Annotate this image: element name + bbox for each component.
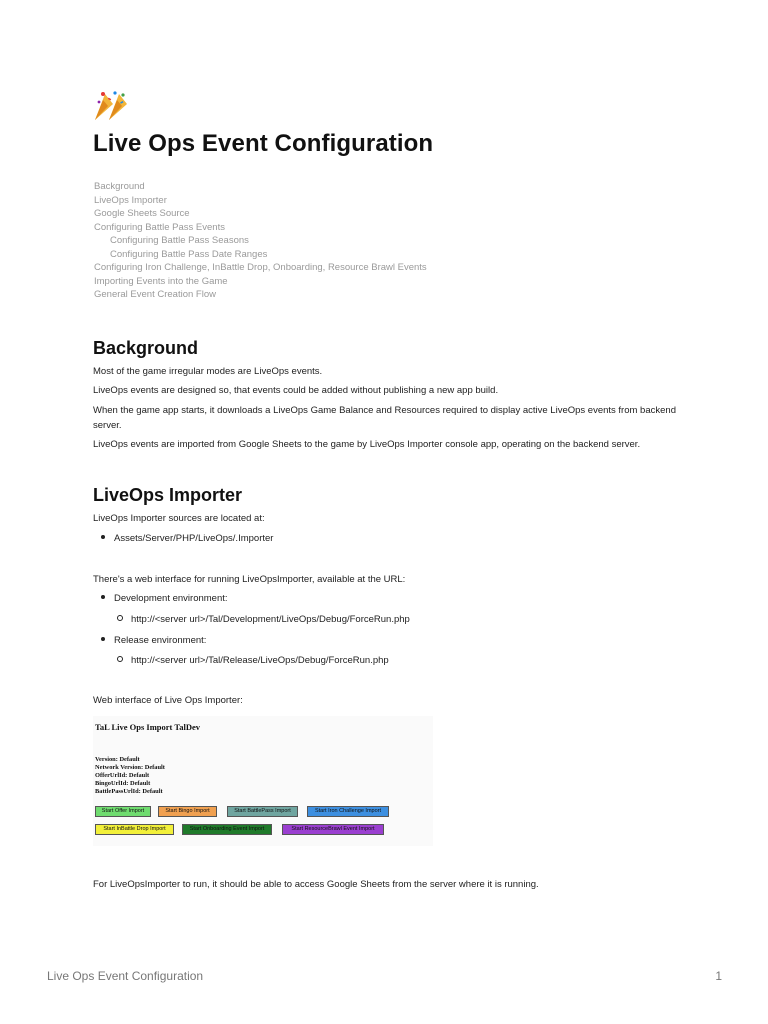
start-battlepass-import-button[interactable]: Start BattlePass Import: [227, 806, 298, 817]
toc-link-iron-challenge-events[interactable]: Configuring Iron Challenge, InBattle Drop, Onboarding, Resource Brawl Events: [94, 262, 427, 273]
web-interface-caption: Web interface of Live Ops Importer:: [93, 695, 243, 706]
start-resourcebrawl-event-import-button[interactable]: Start ResourceBrawl Event Import: [282, 824, 384, 835]
sources-path: Assets/Server/PHP/LiveOps/.Importer: [114, 533, 274, 544]
web-interface-intro: There's a web interface for running LiveOpsImporter, available at the URL:: [93, 574, 406, 585]
toc-link-general-event-flow[interactable]: General Event Creation Flow: [94, 289, 216, 300]
toc-link-battle-pass-seasons[interactable]: Configuring Battle Pass Seasons: [110, 235, 249, 246]
bullet-icon: [101, 595, 105, 599]
sub-bullet-icon: [117, 615, 123, 621]
list-item: [117, 654, 389, 668]
sub-bullet-icon: [117, 656, 123, 662]
bullet-icon: [101, 637, 105, 641]
dev-environment-label: Development environment:: [114, 593, 228, 604]
list-item: [101, 634, 206, 648]
start-bingo-import-button[interactable]: Start Bingo Import: [158, 806, 217, 817]
footer-document-title: Live Ops Event Configuration: [47, 969, 204, 983]
screenshot-info: [95, 756, 165, 796]
background-heading: Background: [93, 338, 199, 358]
list-item: [101, 592, 228, 606]
access-note: For LiveOpsImporter to run, it should be able to access Google Sheets from the server where it is running.: [93, 879, 539, 890]
release-environment-label: Release environment:: [114, 635, 207, 646]
table-of-contents: [94, 180, 427, 302]
background-paragraph-4: LiveOps events are imported from Google Sheets to the game by LiveOps Importer console app, operating on the backend server.: [93, 439, 641, 450]
start-iron-challenge-import-button[interactable]: Start Iron Challenge Import: [307, 806, 389, 817]
dev-environment-url: http://<server url>/Tal/Development/LiveOps/Debug/ForceRun.php: [131, 614, 410, 625]
background-paragraph-1: Most of the game irregular modes are LiveOps events.: [93, 366, 323, 377]
list-item: [101, 532, 273, 546]
offer-url-line: OfferUrlId: Default: [95, 772, 150, 779]
network-version-line: Network Version: Default: [95, 764, 165, 771]
sources-intro: LiveOps Importer sources are located at:: [93, 513, 265, 524]
bingo-url-line: BingoUrlId: Default: [95, 780, 151, 787]
toc-link-battle-pass-events[interactable]: Configuring Battle Pass Events: [94, 221, 225, 233]
start-inbattle-drop-import-button[interactable]: Start InBattle Drop Import: [95, 824, 174, 835]
start-offer-import-button[interactable]: Start Offer Import: [95, 806, 151, 817]
battlepass-url-line: BattlePassUrlId: Default: [95, 788, 163, 795]
toc-link-importing-events[interactable]: Importing Events into the Game: [94, 275, 228, 287]
party-icon: [93, 90, 129, 124]
toc-link-battle-pass-date-ranges[interactable]: Configuring Battle Pass Date Ranges: [110, 248, 268, 260]
liveops-importer-heading: LiveOps Importer: [93, 485, 243, 505]
release-environment-url: http://<server url>/Tal/Release/LiveOps/Debug/ForceRun.php: [131, 655, 389, 666]
list-item: [117, 613, 410, 627]
screenshot-title: TaL Live Ops Import TalDev: [95, 722, 201, 732]
importer-web-ui-screenshot: [93, 716, 433, 846]
toc-link-background[interactable]: Background: [94, 181, 145, 192]
toc-link-google-sheets-source[interactable]: Google Sheets Source: [94, 208, 190, 219]
start-onboarding-event-import-button[interactable]: Start Onboarding Event Import: [182, 824, 272, 835]
bullet-icon: [101, 535, 105, 539]
background-paragraph-2: LiveOps events are designed so, that events could be added without publishing a new app build.: [93, 385, 499, 396]
page-number: 1: [715, 969, 722, 983]
version-line: Version: Default: [95, 756, 140, 763]
page-title: Live Ops Event Configuration: [93, 130, 434, 157]
toc-link-liveops-importer[interactable]: LiveOps Importer: [94, 194, 167, 206]
background-paragraph-3: When the game app starts, it downloads a LiveOps Game Balance and Resources required to display active LiveOps events from backend server.: [93, 405, 676, 431]
